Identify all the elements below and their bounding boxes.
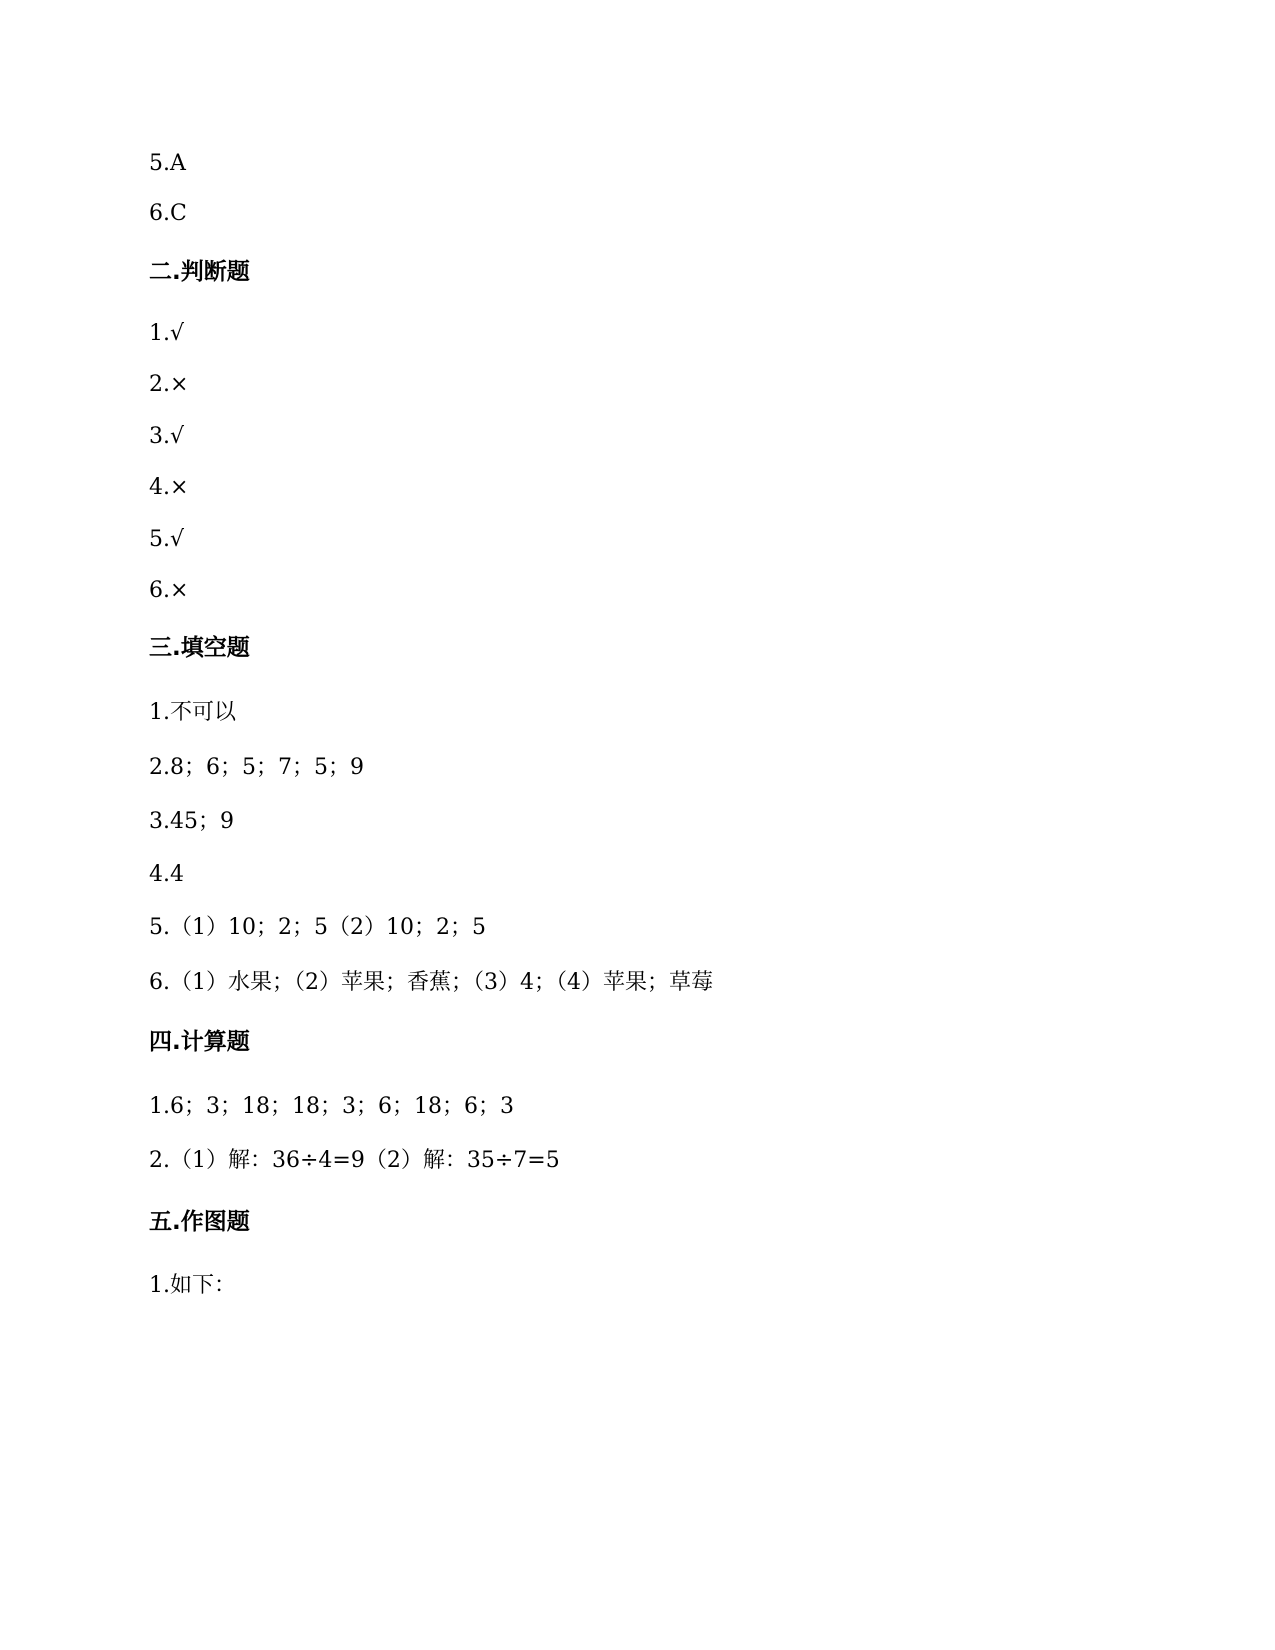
fill-blank-answer-1: 1.不可以	[149, 700, 236, 725]
calculation-answer-2: 2.（1）解：36÷4=9（2）解：35÷7=5	[149, 1148, 560, 1173]
judgment-answer-1: 1.√	[149, 321, 185, 346]
section-heading-judgment: 二.判断题	[149, 259, 250, 285]
section-heading-calculation: 四.计算题	[149, 1029, 250, 1055]
calculation-answer-1: 1.6；3；18；18；3；6；18；6；3	[149, 1094, 514, 1119]
choice-answer-5: 5.A	[149, 151, 186, 176]
fill-blank-answer-5: 5.（1）10；2；5（2）10；2；5	[149, 915, 486, 940]
judgment-answer-3: 3.√	[149, 424, 185, 449]
choice-answer-6: 6.C	[149, 201, 187, 226]
fill-blank-answer-2: 2.8；6；5；7；5；9	[149, 755, 364, 780]
section-heading-drawing: 五.作图题	[149, 1209, 250, 1235]
drawing-answer-1: 1.如下：	[149, 1273, 236, 1298]
judgment-answer-6: 6.×	[149, 578, 189, 603]
fill-blank-answer-4: 4.4	[149, 862, 184, 887]
judgment-answer-5: 5.√	[149, 527, 185, 552]
judgment-answer-2: 2.×	[149, 372, 189, 397]
judgment-answer-4: 4.×	[149, 475, 189, 500]
section-heading-fill-blank: 三.填空题	[149, 635, 250, 661]
fill-blank-answer-6: 6.（1）水果；（2）苹果；香蕉；（3）4；（4）苹果；草莓	[149, 970, 713, 995]
fill-blank-answer-3: 3.45；9	[149, 809, 234, 834]
